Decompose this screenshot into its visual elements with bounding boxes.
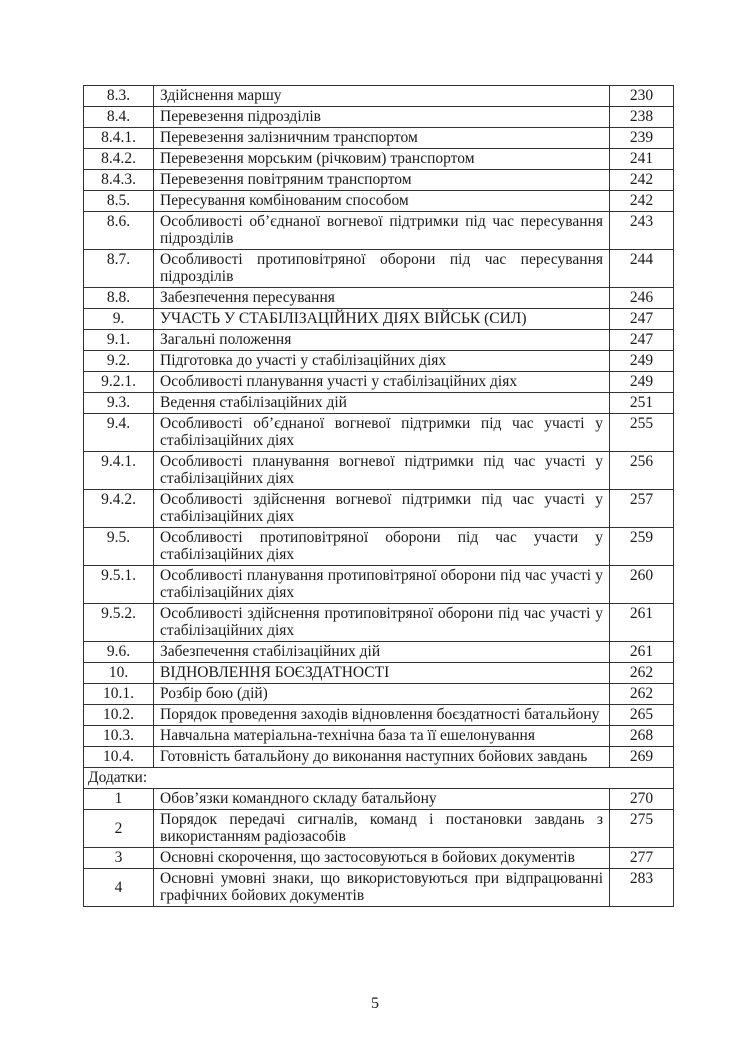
toc-entry-number: 9.5.2. — [84, 604, 154, 642]
toc-entry-title: Загальні положення — [154, 330, 610, 351]
toc-entry-title: ВІДНОВЛЕННЯ БОЄЗДАТНОСТІ — [154, 663, 610, 684]
toc-entry-page: 261 — [610, 642, 674, 663]
toc-row — [84, 330, 674, 351]
toc-entry-title: Порядок проведення заходів відновлення боєздатності батальйону — [154, 705, 610, 726]
toc-entry-page: 277 — [610, 848, 674, 869]
toc-entry-title: Особливості протиповітряної оборони під час участи у стабілізаційних діях — [154, 528, 610, 566]
toc-entry-number: 9.1. — [84, 330, 154, 351]
appendix-row — [84, 789, 674, 810]
toc-row — [84, 86, 674, 107]
toc-entry-page: 275 — [610, 810, 674, 848]
toc-entry-number: 1 — [84, 789, 154, 810]
toc-row — [84, 212, 674, 250]
toc-entry-title: Перевезення повітряним транспортом — [154, 170, 610, 191]
toc-entry-page: 260 — [610, 566, 674, 604]
appendix-heading-row — [84, 768, 674, 789]
toc-entry-number: 8.4.2. — [84, 149, 154, 170]
toc-entry-page: 269 — [610, 747, 674, 768]
toc-entry-number: 9.2. — [84, 351, 154, 372]
toc-entry-page: 256 — [610, 452, 674, 490]
toc-row — [84, 288, 674, 309]
toc-row — [84, 250, 674, 288]
toc-entry-title: Перевезення залізничним транспортом — [154, 128, 610, 149]
toc-row — [84, 726, 674, 747]
toc-row — [84, 490, 674, 528]
toc-entry-title: Обов’язки командного складу батальйону — [154, 789, 610, 810]
toc-entry-title: Особливості здійснення протиповітряної оборони під час участі у стабілізаційних діях — [154, 604, 610, 642]
toc-entry-title: Ведення стабілізаційних дій — [154, 393, 610, 414]
toc-entry-number: 10.3. — [84, 726, 154, 747]
toc-entry-page: 230 — [610, 86, 674, 107]
toc-row — [84, 107, 674, 128]
toc-entry-number: 9.2.1. — [84, 372, 154, 393]
toc-entry-page: 262 — [610, 684, 674, 705]
toc-entry-number: 9.5. — [84, 528, 154, 566]
toc-entry-title: Забезпечення пересування — [154, 288, 610, 309]
toc-entry-page: 244 — [610, 250, 674, 288]
toc-entry-page: 257 — [610, 490, 674, 528]
toc-entry-page: 251 — [610, 393, 674, 414]
toc-entry-title: Особливості об’єднаної вогневої підтримки під час участі у стабілізаційних діях — [154, 414, 610, 452]
toc-entry-number: 9.6. — [84, 642, 154, 663]
toc-row — [84, 684, 674, 705]
toc-entry-number: 9.4. — [84, 414, 154, 452]
toc-entry-number: 10.2. — [84, 705, 154, 726]
toc-row — [84, 393, 674, 414]
toc-entry-number: 8.4.3. — [84, 170, 154, 191]
toc-entry-page: 241 — [610, 149, 674, 170]
toc-entry-title: Готовність батальйону до виконання наступних бойових завдань — [154, 747, 610, 768]
toc-entry-number: 2 — [84, 810, 154, 848]
toc-entry-title: Основні умовні знаки, що використовуються при відпрацюванні графічних бойових документів — [154, 869, 610, 907]
toc-row — [84, 566, 674, 604]
toc-entry-title: Навчальна матеріальна-технічна база та її ешелонування — [154, 726, 610, 747]
toc-row — [84, 663, 674, 684]
toc-entry-page: 238 — [610, 107, 674, 128]
toc-row — [84, 452, 674, 490]
toc-entry-number: 8.6. — [84, 212, 154, 250]
toc-entry-page: 249 — [610, 372, 674, 393]
appendix-heading: Додатки: — [84, 768, 674, 789]
toc-entry-page: 242 — [610, 170, 674, 191]
toc-entry-page: 247 — [610, 330, 674, 351]
toc-entry-title: Перевезення підрозділів — [154, 107, 610, 128]
toc-entry-title: Особливості планування участі у стабілізаційних діях — [154, 372, 610, 393]
toc-row — [84, 191, 674, 212]
toc-entry-title: Перевезення морським (річковим) транспортом — [154, 149, 610, 170]
toc-row — [84, 747, 674, 768]
toc-entry-title: Особливості здійснення вогневої підтримки під час участі у стабілізаційних діях — [154, 490, 610, 528]
toc-entry-page: 255 — [610, 414, 674, 452]
toc-row — [84, 372, 674, 393]
toc-entry-number: 9.4.2. — [84, 490, 154, 528]
toc-row — [84, 642, 674, 663]
toc-entry-title: Розбір бою (дій) — [154, 684, 610, 705]
toc-entry-title: Пересування комбінованим способом — [154, 191, 610, 212]
toc-entry-title: Порядок передачі сигналів, команд і постановки завдань з використанням радіозасобів — [154, 810, 610, 848]
toc-entry-number: 10.1. — [84, 684, 154, 705]
toc-entry-number: 10. — [84, 663, 154, 684]
toc-entry-title: УЧАСТЬ У СТАБІЛІЗАЦІЙНИХ ДІЯХ ВІЙСЬК (СИЛ) — [154, 309, 610, 330]
toc-row — [84, 705, 674, 726]
toc-row — [84, 351, 674, 372]
toc-entry-page: 243 — [610, 212, 674, 250]
toc-entry-title: Особливості планування протиповітряної оборони під час участі у стабілізаційних діях — [154, 566, 610, 604]
toc-row — [84, 414, 674, 452]
toc-row — [84, 128, 674, 149]
page-number: 5 — [371, 995, 379, 1012]
toc-entry-page: 259 — [610, 528, 674, 566]
toc-entry-page: 262 — [610, 663, 674, 684]
toc-entry-title: Здійснення маршу — [154, 86, 610, 107]
toc-entry-number: 9.3. — [84, 393, 154, 414]
toc-entry-number: 9.4.1. — [84, 452, 154, 490]
toc-entry-title: Підготовка до участі у стабілізаційних діях — [154, 351, 610, 372]
toc-entry-number: 3 — [84, 848, 154, 869]
toc-entry-number: 9. — [84, 309, 154, 330]
toc-row — [84, 604, 674, 642]
toc-entry-number: 4 — [84, 869, 154, 907]
toc-entry-page: 239 — [610, 128, 674, 149]
toc-entry-page: 247 — [610, 309, 674, 330]
toc-entry-title: Особливості протиповітряної оборони під час пересування підрозділів — [154, 250, 610, 288]
toc-entry-page: 249 — [610, 351, 674, 372]
toc-entry-number: 10.4. — [84, 747, 154, 768]
toc-entry-page: 265 — [610, 705, 674, 726]
toc-entry-page: 242 — [610, 191, 674, 212]
toc-entry-title: Основні скорочення, що застосовуються в бойових документів — [154, 848, 610, 869]
toc-entry-title: Особливості об’єднаної вогневої підтримки під час пересування підрозділів — [154, 212, 610, 250]
toc-row — [84, 309, 674, 330]
toc-entry-number: 8.8. — [84, 288, 154, 309]
toc-entry-number: 8.3. — [84, 86, 154, 107]
appendix-row — [84, 810, 674, 848]
toc-entry-title: Особливості планування вогневої підтримки під час участі у стабілізаційних діях — [154, 452, 610, 490]
toc-entry-page: 268 — [610, 726, 674, 747]
toc-row — [84, 528, 674, 566]
appendix-row — [84, 848, 674, 869]
toc-entry-page: 283 — [610, 869, 674, 907]
toc-entry-title: Забезпечення стабілізаційних дій — [154, 642, 610, 663]
toc-body — [84, 86, 674, 907]
toc-entry-number: 8.5. — [84, 191, 154, 212]
toc-entry-page: 270 — [610, 789, 674, 810]
toc-entry-number: 9.5.1. — [84, 566, 154, 604]
toc-row — [84, 149, 674, 170]
appendix-row — [84, 869, 674, 907]
toc-entry-page: 246 — [610, 288, 674, 309]
toc-row — [84, 170, 674, 191]
toc-entry-number: 8.4.1. — [84, 128, 154, 149]
toc-entry-number: 8.4. — [84, 107, 154, 128]
toc-entry-number: 8.7. — [84, 250, 154, 288]
toc-entry-page: 261 — [610, 604, 674, 642]
table-of-contents — [83, 85, 674, 907]
